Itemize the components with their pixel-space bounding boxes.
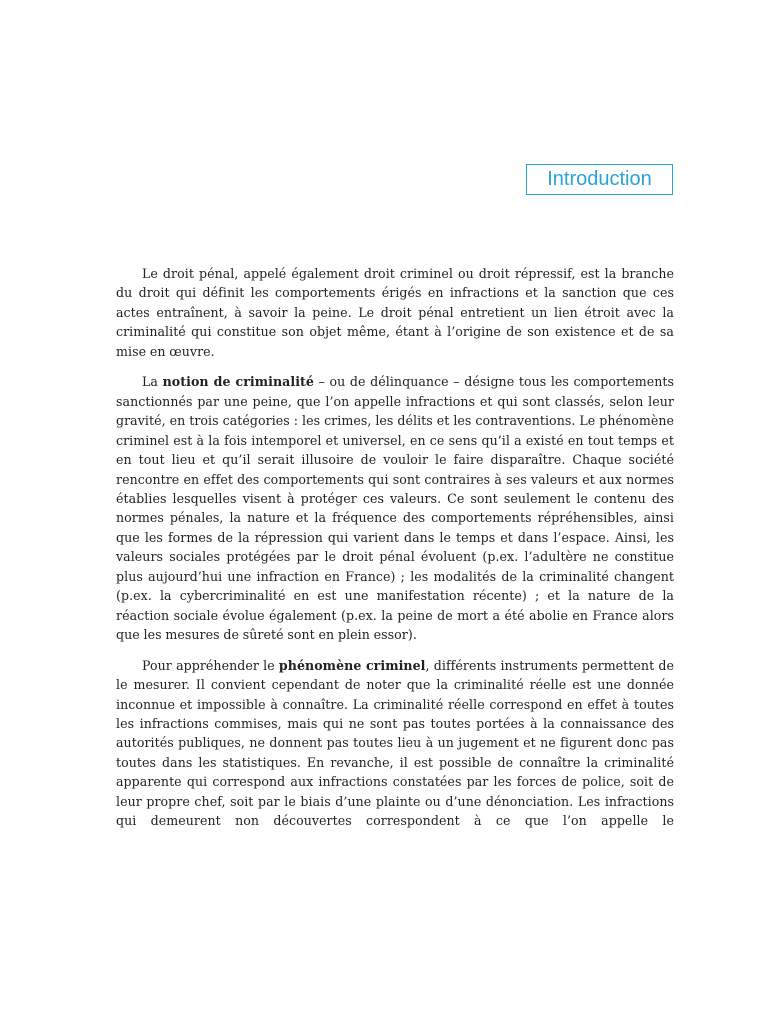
paragraph-2-lead: La — [142, 374, 163, 390]
section-heading-box — [526, 164, 673, 195]
paragraph-2 — [116, 372, 674, 644]
paragraph-3-lead: Pour appréhender le — [142, 657, 279, 673]
body-text — [116, 264, 674, 842]
paragraph-1-text: Le droit pénal, appelé également droit criminel ou droit répressif, est la branche du droit qui définit les comportements érigés en infractions et la sanction que ces actes entraînent, à savoir la peine. Le droit pénal entretient un lien étroit avec la criminalité qui constitue son objet même, étant à l’origine de son existence et de sa mise en œuvre. — [116, 266, 674, 359]
section-title: Introduction — [547, 168, 652, 190]
paragraph-3 — [116, 656, 674, 831]
paragraph-3-text: , différents instruments permettent de le mesurer. Il convient cependant de noter que la criminalité réelle est une donnée inconnue et impossible à connaître. La criminalité réelle correspond en effet à toutes les infractions commises, mais qui ne sont pas toutes portées à la connaissance des autorités publiques, ne donnent pas toutes lieu à un jugement et ne figurent donc pas toutes dans les statistiques. En revanche, il est possible de connaître la criminalité apparente qui correspond aux infractions constatées par les forces de police, soit de leur propre chef, soit par le biais d’une plainte ou d’une dénonciation. Les infractions qui demeurent non découvertes correspondent à ce que l’on appelle le — [116, 657, 674, 829]
paragraph-2-text: – ou de délinquance – désigne tous les comportements sanctionnés par une peine, que l’on appelle infractions et qui sont classés, selon leur gravité, en trois catégories : les crimes, les délits et les contraventions. Le phénomène criminel est à la fois intemporel et universel, en ce sens qu’il a existé en tout temps et en tout lieu et qu’il serait illusoire de vouloir le faire disparaître. Chaque société rencontre en effet des comportements qui sont contraires à ses valeurs et aux normes établies lesquelles visent à protéger ces valeurs. Ce sont seulement le contenu des normes pénales, la nature et la fréquence des comportements répréhensibles, ainsi que les formes de la répression qui varient dans le temps et dans l’espace. Ainsi, les valeurs sociales protégées par le droit pénal évoluent (p.ex. l’adultère ne constitue plus aujourd’hui une infraction en France) ; les modalités de la criminalité changent (p.ex. la cybercriminalité en est une manifestation récente) ; et la nature de la réaction sociale évolue également (p.ex. la peine de mort a été abolie en France alors que les mesures de sûreté sont en plein essor). — [116, 374, 674, 643]
paragraph-1 — [116, 264, 674, 361]
term-phenomene-criminel: phénomène criminel — [278, 657, 426, 673]
term-notion-de-criminalite: notion de criminalité — [162, 374, 314, 390]
